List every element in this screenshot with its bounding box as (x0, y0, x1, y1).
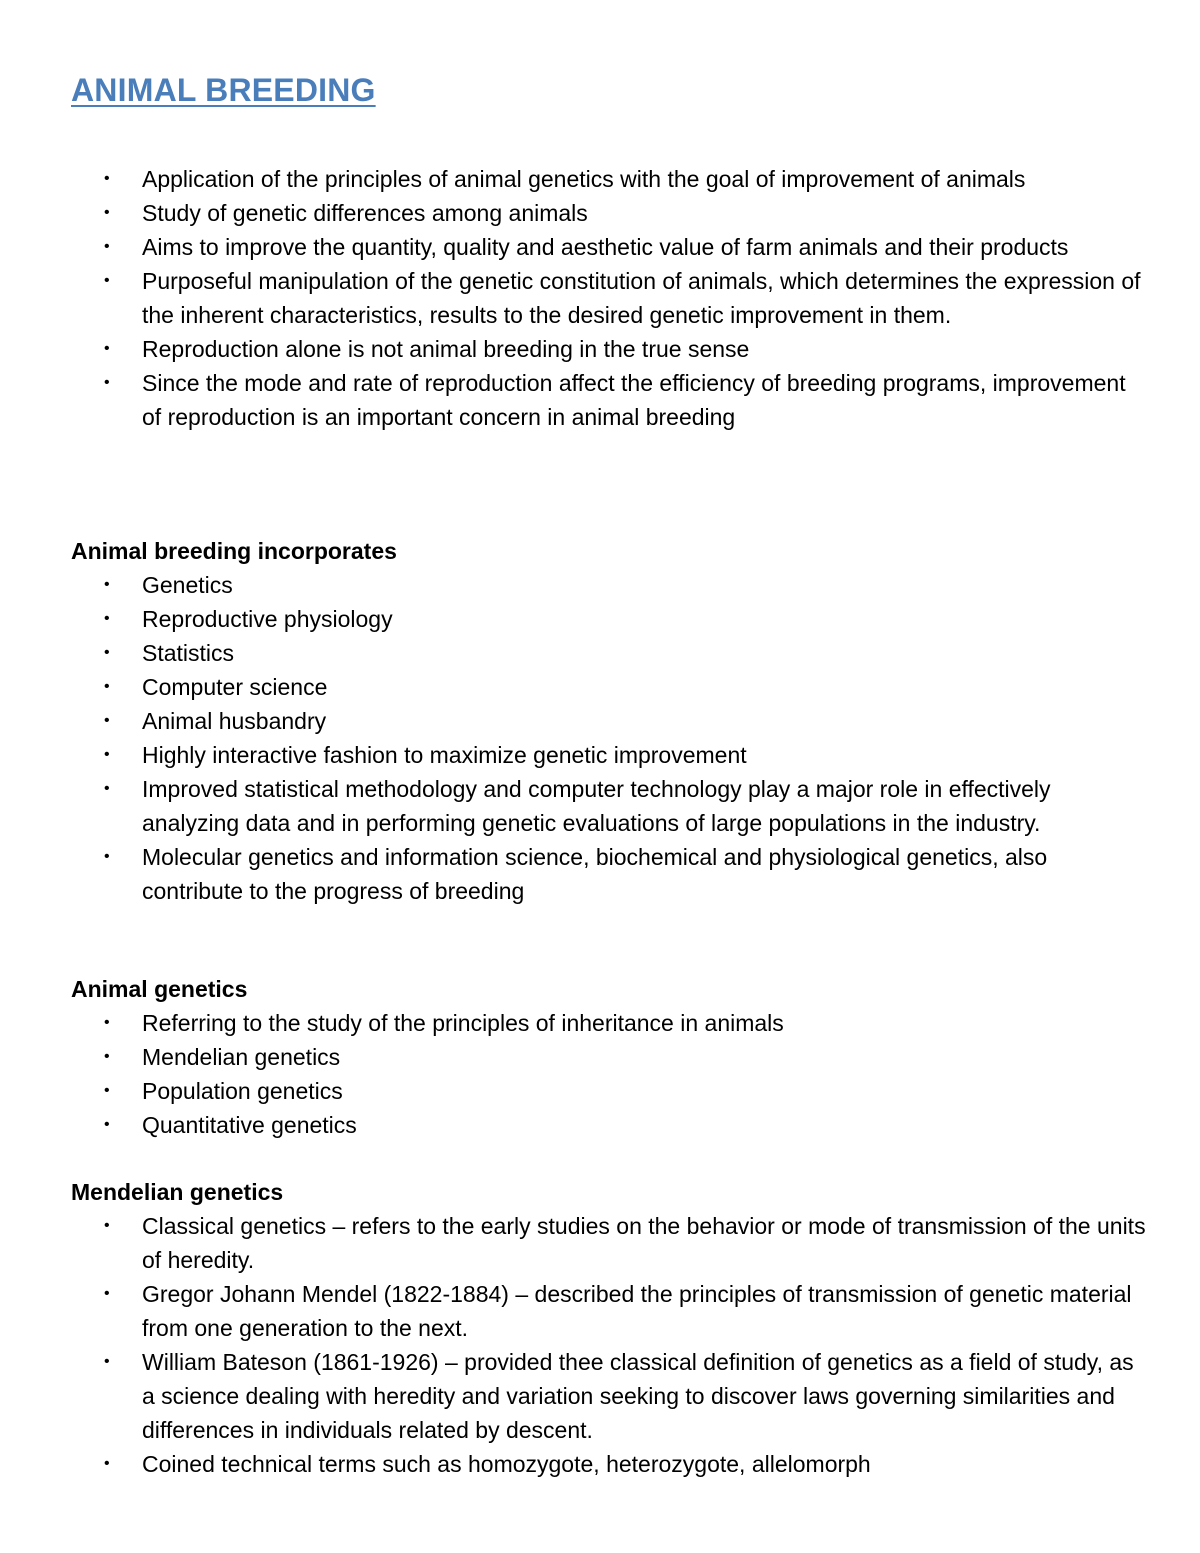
list-item-text: Reproduction alone is not animal breeding in the true sense (142, 336, 750, 362)
bullet-icon: • (104, 1285, 110, 1302)
list-item-text: Application of the principles of animal genetics with the goal of improvement of animals (142, 166, 1026, 192)
intro-list (71, 162, 1151, 434)
list-item (71, 230, 1151, 264)
bullet-icon: • (104, 576, 110, 593)
list-item-text: Aims to improve the quantity, quality and aesthetic value of farm animals and their products (142, 234, 1069, 260)
bullet-icon: • (104, 678, 110, 695)
incorporates-section (71, 534, 1151, 908)
list-item-text: Study of genetic differences among animals (142, 200, 588, 226)
list-item (71, 636, 1151, 670)
list-item (71, 1040, 1151, 1074)
list-item-text: William Bateson (1861-1926) – provided thee classical definition of genetics as a field of study, as a science dealing with heredity and variation seeking to discover laws governing similarities and differences in individuals related by descent. (142, 1349, 1134, 1443)
bullet-icon: • (104, 272, 110, 289)
bullet-icon: • (104, 1048, 110, 1065)
page-title: ANIMAL BREEDING (71, 72, 376, 108)
list-item-text: Referring to the study of the principles of inheritance in animals (142, 1010, 784, 1036)
mendelian-genetics-section (71, 1175, 1151, 1481)
list-item (71, 670, 1151, 704)
list-item (71, 772, 1151, 840)
list-item-text: Statistics (142, 640, 235, 666)
list-item-text: Molecular genetics and information science, biochemical and physiological genetics, also contribute to the progress of breeding (142, 844, 1048, 904)
intro-section (71, 162, 1151, 434)
bullet-icon: • (104, 1217, 110, 1234)
animal-genetics-section (71, 972, 1151, 1142)
bullet-icon: • (104, 848, 110, 865)
list-item-text: Since the mode and rate of reproduction affect the efficiency of breeding programs, improvement of reproduction is an important concern in animal breeding (142, 370, 1126, 430)
list-item (71, 332, 1151, 366)
list-item-text: Coined technical terms such as homozygote, heterozygote, allelomorph (142, 1451, 871, 1477)
list-item (71, 1277, 1151, 1345)
bullet-icon: • (104, 746, 110, 763)
incorporates-heading: Animal breeding incorporates (71, 538, 397, 564)
list-item (71, 264, 1151, 332)
bullet-icon: • (104, 644, 110, 661)
list-item (71, 704, 1151, 738)
list-item (71, 1108, 1151, 1142)
list-item (71, 1345, 1151, 1447)
bullet-icon: • (104, 1116, 110, 1133)
bullet-icon: • (104, 204, 110, 221)
bullet-icon: • (104, 374, 110, 391)
list-item-text: Gregor Johann Mendel (1822-1884) – described the principles of transmission of genetic material from one generation to the next. (142, 1281, 1132, 1341)
bullet-icon: • (104, 1082, 110, 1099)
list-item (71, 1209, 1151, 1277)
list-item (71, 1447, 1151, 1481)
list-item (71, 1074, 1151, 1108)
list-item (71, 602, 1151, 636)
bullet-icon: • (104, 610, 110, 627)
list-item (71, 162, 1151, 196)
bullet-icon: • (104, 1455, 110, 1472)
bullet-icon: • (104, 340, 110, 357)
list-item-text: Computer science (142, 674, 328, 700)
list-item (71, 196, 1151, 230)
list-item-text: Classical genetics – refers to the early studies on the behavior or mode of transmission of the units of heredity. (142, 1213, 1146, 1273)
list-item-text: Improved statistical methodology and computer technology play a major role in effectively analyzing data and in performing genetic evaluations of large populations in the industry. (142, 776, 1051, 836)
list-item-text: Reproductive physiology (142, 606, 393, 632)
list-item-text: Quantitative genetics (142, 1112, 357, 1138)
list-item-text: Mendelian genetics (142, 1044, 341, 1070)
list-item-text: Highly interactive fashion to maximize genetic improvement (142, 742, 747, 768)
bullet-icon: • (104, 1014, 110, 1031)
bullet-icon: • (104, 712, 110, 729)
list-item-text: Animal husbandry (142, 708, 327, 734)
list-item (71, 840, 1151, 908)
incorporates-list (71, 568, 1151, 908)
bullet-icon: • (104, 238, 110, 255)
list-item (71, 1006, 1151, 1040)
list-item (71, 366, 1151, 434)
list-item (71, 738, 1151, 772)
bullet-icon: • (104, 170, 110, 187)
animal-genetics-list (71, 1006, 1151, 1142)
bullet-icon: • (104, 780, 110, 797)
list-item-text: Purposeful manipulation of the genetic constitution of animals, which determines the expression of the inherent characteristics, results to the desired genetic improvement in them. (142, 268, 1141, 328)
animal-genetics-heading: Animal genetics (71, 976, 248, 1002)
mendelian-genetics-heading: Mendelian genetics (71, 1179, 284, 1205)
bullet-icon: • (104, 1353, 110, 1370)
list-item-text: Genetics (142, 572, 233, 598)
list-item-text: Population genetics (142, 1078, 343, 1104)
list-item (71, 568, 1151, 602)
mendelian-genetics-list (71, 1209, 1151, 1481)
